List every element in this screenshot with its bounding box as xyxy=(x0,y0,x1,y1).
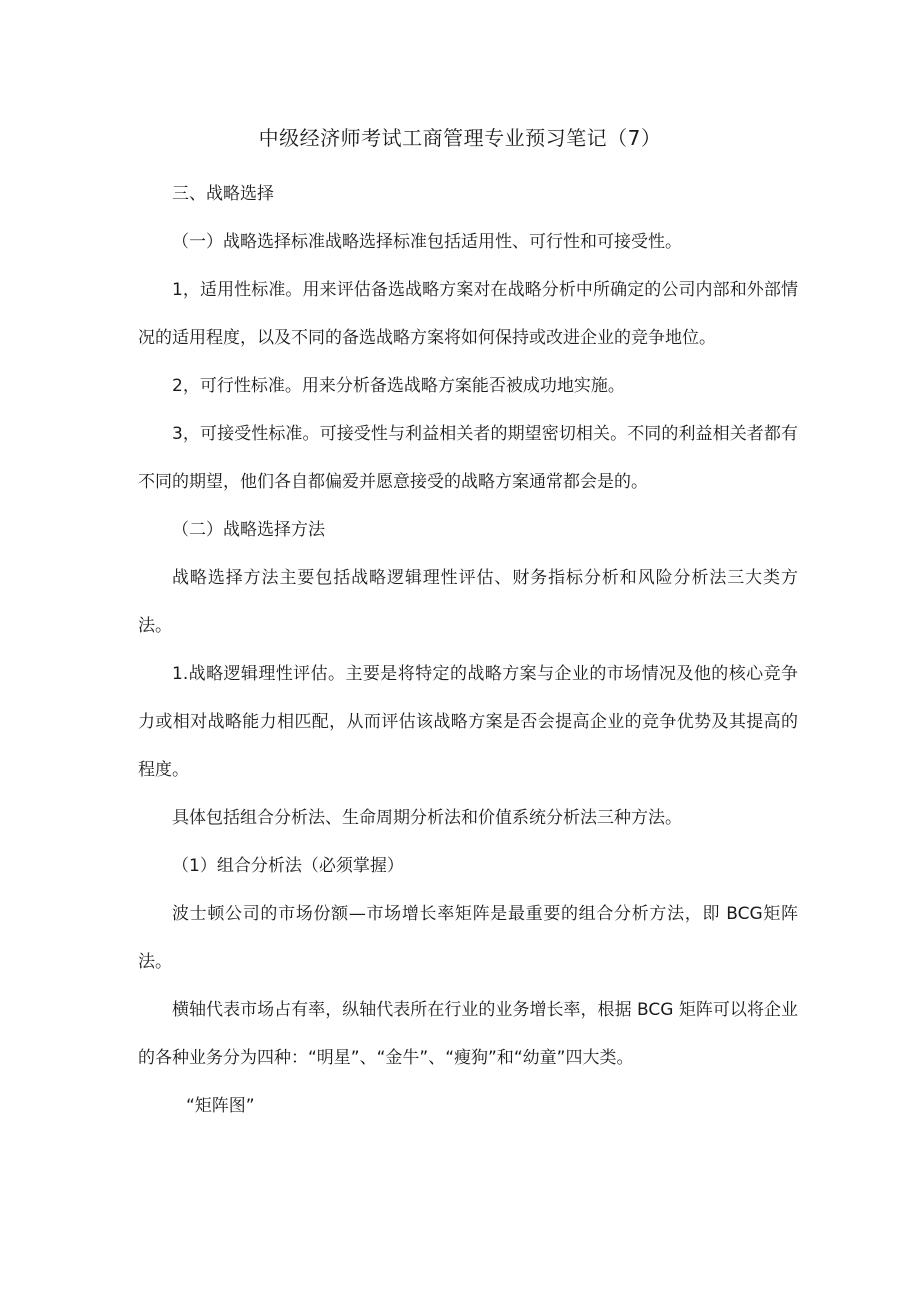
paragraph-bcg-intro: 波士顿公司的市场份额—市场增长率矩阵是最重要的组合分析方法，即 BCG矩阵法。 xyxy=(138,904,798,972)
paragraph-feasibility: 2，可行性标准。用来分析备选战略方案能否被成功地实施。 xyxy=(172,376,625,396)
subsection-selection-criteria: （一）战略选择标准战略选择标准包括适用性、可行性和可接受性。 xyxy=(172,232,682,252)
document-body xyxy=(138,170,798,1130)
paragraph-three-methods: 具体包括组合分析法、生命周期分析法和价值系统分析法三种方法。 xyxy=(172,808,682,828)
paragraph-portfolio-analysis-heading: （1）组合分析法（必须掌握） xyxy=(172,856,404,876)
subsection-selection-methods: （二）战略选择方法 xyxy=(172,520,325,540)
paragraph-methods-overview: 战略选择方法主要包括战略逻辑理性评估、财务指标分析和风险分析法三大类方法。 xyxy=(138,568,798,636)
document-title: 中级经济师考试工商管理专业预习笔记（7） xyxy=(258,126,662,150)
paragraph-acceptability: 3，可接受性标准。可接受性与利益相关者的期望密切相关。不同的利益相关者都有不同的期望，他们各自都偏爱并愿意接受的战略方案通常都会是的。 xyxy=(138,424,798,492)
section-heading-strategy-selection: 三、战略选择 xyxy=(172,184,274,204)
paragraph-logic-evaluation: 1.战略逻辑理性评估。主要是将特定的战略方案与企业的市场情况及他的核心竞争力或相对战略能力相匹配，从而评估该战略方案是否会提高企业的竞争优势及其提高的程度。 xyxy=(138,664,798,780)
paragraph-bcg-axes: 横轴代表市场占有率，纵轴代表所在行业的业务增长率，根据 BCG 矩阵可以将企业的各种业务分为四种：“明星”、“金牛”、“瘦狗”和“幼童”四大类。 xyxy=(138,1000,798,1068)
matrix-figure-label: “矩阵图” xyxy=(186,1096,255,1116)
paragraph-suitability: 1，适用性标准。用来评估备选战略方案对在战略分析中所确定的公司内部和外部情况的适用程度，以及不同的备选战略方案将如何保持或改进企业的竞争地位。 xyxy=(138,280,798,348)
